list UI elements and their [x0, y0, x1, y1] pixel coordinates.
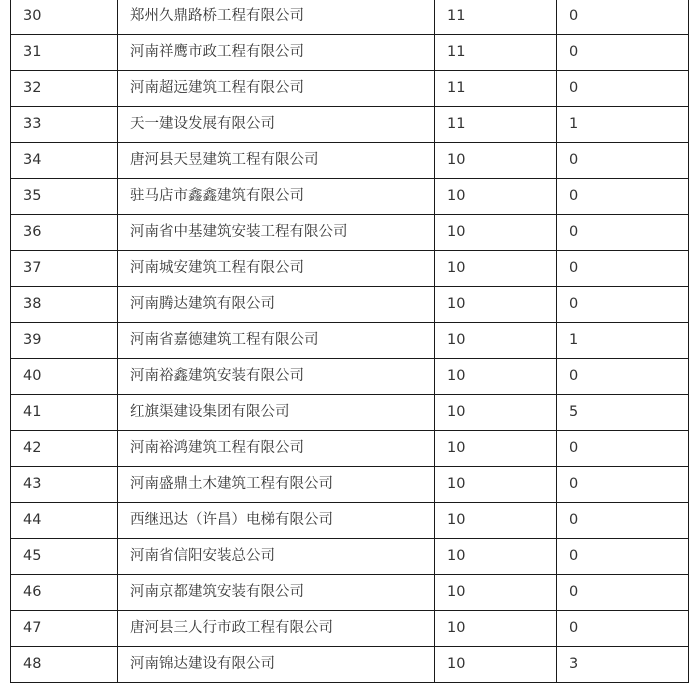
row-number-cell: 37	[11, 251, 118, 287]
count-cell: 10	[435, 431, 557, 467]
row-number-cell: 31	[11, 35, 118, 71]
secondary-count-cell: 0	[557, 575, 689, 611]
company-name-cell: 河南盛鼎土木建筑工程有限公司	[118, 467, 435, 503]
count-cell: 10	[435, 179, 557, 215]
secondary-count-cell: 3	[557, 647, 689, 683]
company-name-cell: 郑州久鼎路桥工程有限公司	[118, 0, 435, 35]
table-row	[11, 431, 689, 467]
row-number-cell: 40	[11, 359, 118, 395]
count-cell: 10	[435, 323, 557, 359]
company-name-cell: 驻马店市鑫鑫建筑有限公司	[118, 179, 435, 215]
table-row	[11, 179, 689, 215]
table-row	[11, 575, 689, 611]
table-row	[11, 143, 689, 179]
company-name-cell: 河南省中基建筑安装工程有限公司	[118, 215, 435, 251]
company-name-cell: 天一建设发展有限公司	[118, 107, 435, 143]
secondary-count-cell: 0	[557, 503, 689, 539]
row-number-cell: 36	[11, 215, 118, 251]
row-number-cell: 44	[11, 503, 118, 539]
row-number-cell: 39	[11, 323, 118, 359]
secondary-count-cell: 0	[557, 359, 689, 395]
secondary-count-cell: 1	[557, 107, 689, 143]
table-row	[11, 359, 689, 395]
company-name-cell: 唐河县天昱建筑工程有限公司	[118, 143, 435, 179]
secondary-count-cell: 0	[557, 35, 689, 71]
company-name-cell: 红旗渠建设集团有限公司	[118, 395, 435, 431]
secondary-count-cell: 0	[557, 611, 689, 647]
secondary-count-cell: 0	[557, 467, 689, 503]
company-name-cell: 河南超远建筑工程有限公司	[118, 71, 435, 107]
row-number-cell: 34	[11, 143, 118, 179]
company-name-cell: 西继迅达（许昌）电梯有限公司	[118, 503, 435, 539]
count-cell: 10	[435, 215, 557, 251]
row-number-cell: 45	[11, 539, 118, 575]
company-name-cell: 河南省嘉德建筑工程有限公司	[118, 323, 435, 359]
secondary-count-cell: 0	[557, 215, 689, 251]
table-row	[11, 215, 689, 251]
table-row	[11, 611, 689, 647]
company-name-cell: 河南裕鑫建筑安装有限公司	[118, 359, 435, 395]
row-number-cell: 30	[11, 0, 118, 35]
count-cell: 10	[435, 575, 557, 611]
table-row	[11, 539, 689, 575]
company-name-cell: 河南城安建筑工程有限公司	[118, 251, 435, 287]
secondary-count-cell: 1	[557, 323, 689, 359]
row-number-cell: 43	[11, 467, 118, 503]
table-row	[11, 503, 689, 539]
count-cell: 10	[435, 395, 557, 431]
table-row	[11, 0, 689, 35]
count-cell: 10	[435, 647, 557, 683]
company-name-cell: 河南省信阳安装总公司	[118, 539, 435, 575]
secondary-count-cell: 0	[557, 71, 689, 107]
count-cell: 10	[435, 611, 557, 647]
secondary-count-cell: 0	[557, 0, 689, 35]
row-number-cell: 38	[11, 287, 118, 323]
table-row	[11, 71, 689, 107]
count-cell: 10	[435, 359, 557, 395]
table-row	[11, 467, 689, 503]
row-number-cell: 35	[11, 179, 118, 215]
count-cell: 11	[435, 35, 557, 71]
count-cell: 10	[435, 503, 557, 539]
count-cell: 10	[435, 143, 557, 179]
company-name-cell: 河南裕鸿建筑工程有限公司	[118, 431, 435, 467]
secondary-count-cell: 0	[557, 539, 689, 575]
count-cell: 11	[435, 71, 557, 107]
company-name-cell: 河南京都建筑安装有限公司	[118, 575, 435, 611]
row-number-cell: 46	[11, 575, 118, 611]
row-number-cell: 42	[11, 431, 118, 467]
company-name-cell: 唐河县三人行市政工程有限公司	[118, 611, 435, 647]
secondary-count-cell: 0	[557, 431, 689, 467]
company-table	[10, 0, 689, 683]
count-cell: 10	[435, 251, 557, 287]
row-number-cell: 33	[11, 107, 118, 143]
count-cell: 10	[435, 539, 557, 575]
secondary-count-cell: 5	[557, 395, 689, 431]
row-number-cell: 41	[11, 395, 118, 431]
table-row	[11, 647, 689, 683]
company-name-cell: 河南腾达建筑有限公司	[118, 287, 435, 323]
secondary-count-cell: 0	[557, 287, 689, 323]
row-number-cell: 32	[11, 71, 118, 107]
company-name-cell: 河南锦达建设有限公司	[118, 647, 435, 683]
row-number-cell: 48	[11, 647, 118, 683]
table-row	[11, 35, 689, 71]
count-cell: 10	[435, 467, 557, 503]
table-row	[11, 287, 689, 323]
count-cell: 11	[435, 107, 557, 143]
row-number-cell: 47	[11, 611, 118, 647]
table-row	[11, 395, 689, 431]
secondary-count-cell: 0	[557, 179, 689, 215]
table-row	[11, 251, 689, 287]
secondary-count-cell: 0	[557, 143, 689, 179]
secondary-count-cell: 0	[557, 251, 689, 287]
company-name-cell: 河南祥鹰市政工程有限公司	[118, 35, 435, 71]
table-body	[11, 0, 689, 683]
table-row	[11, 323, 689, 359]
table-row	[11, 107, 689, 143]
count-cell: 11	[435, 0, 557, 35]
count-cell: 10	[435, 287, 557, 323]
